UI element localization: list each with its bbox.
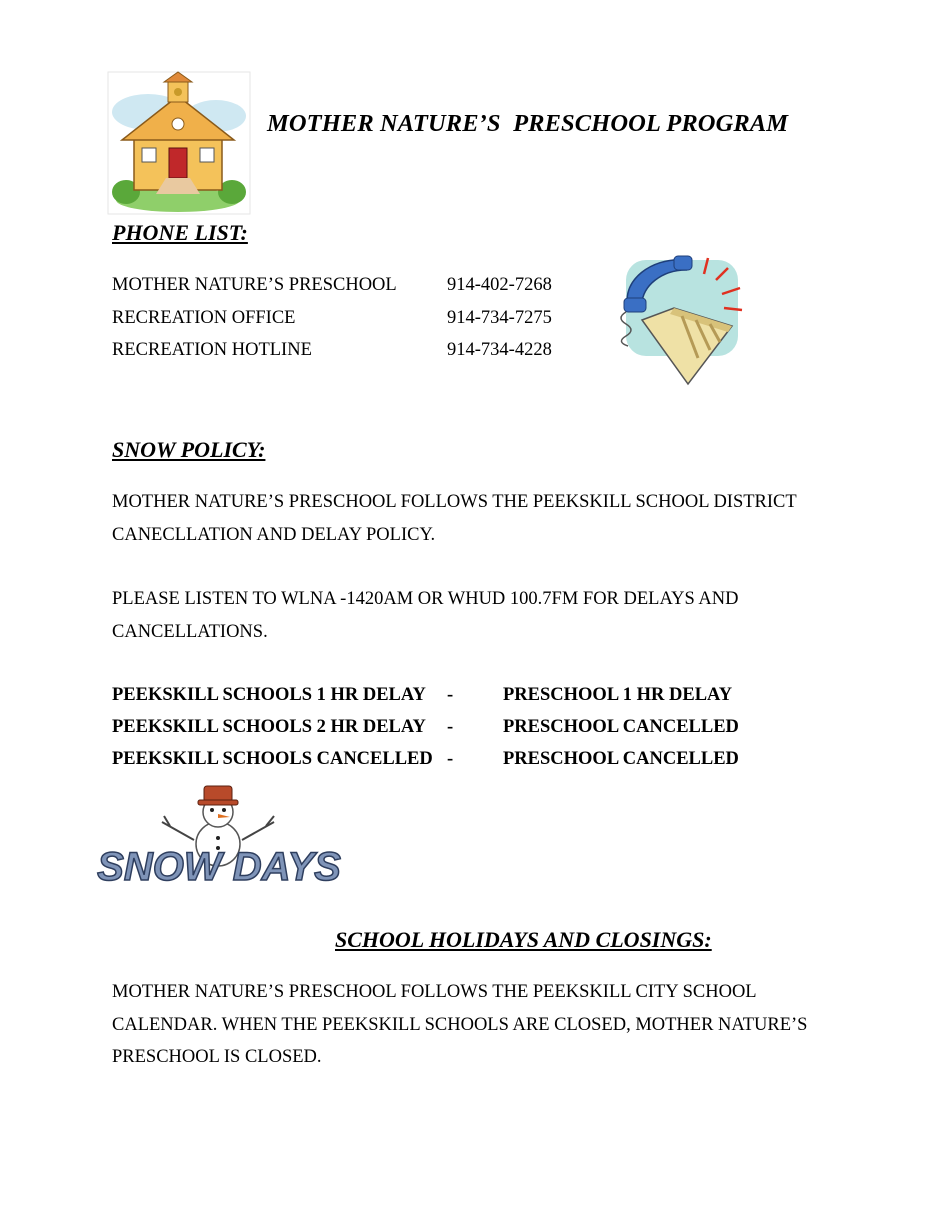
radio-stations-paragraph: PLEASE LISTEN TO WLNA -1420AM OR WHUD 100.7FM FOR DELAYS AND CANCELLATIONS. bbox=[112, 589, 739, 642]
rule-dash: - bbox=[447, 717, 454, 737]
rule-dash: - bbox=[447, 749, 454, 769]
rule-condition: PEEKSKILL SCHOOLS 1 HR DELAY bbox=[112, 685, 426, 705]
rule-condition: PEEKSKILL SCHOOLS CANCELLED bbox=[112, 749, 433, 769]
phone-list-heading: PHONE LIST: bbox=[112, 220, 248, 245]
snow-policy-heading: SNOW POLICY: bbox=[112, 437, 266, 462]
holidays-heading: SCHOOL HOLIDAYS AND CLOSINGS: bbox=[335, 927, 712, 952]
phone-entry-name: RECREATION HOTLINE bbox=[112, 340, 312, 360]
snow-days-art-text: SNOW DAYS bbox=[97, 845, 341, 889]
rule-result: PRESCHOOL 1 HR DELAY bbox=[503, 685, 733, 705]
phone-book-icon bbox=[612, 250, 746, 388]
snow-policy-paragraph: MOTHER NATURE’S PRESCHOOL FOLLOWS THE PEEKSKILL SCHOOL DISTRICT CANECLLATION AND DELAY POLICY. bbox=[112, 492, 797, 545]
rule-result: PRESCHOOL CANCELLED bbox=[503, 717, 739, 737]
snowman-icon bbox=[97, 780, 341, 928]
page-title: MOTHER NATURE’S PRESCHOOL PROGRAM bbox=[267, 110, 789, 137]
phone-entry-name: MOTHER NATURE’S PRESCHOOL bbox=[112, 275, 397, 295]
phone-entry-number: 914-734-4228 bbox=[447, 340, 552, 360]
phone-entry-name: RECREATION OFFICE bbox=[112, 308, 296, 328]
holidays-paragraph: MOTHER NATURE’S PRESCHOOL FOLLOWS THE PEEKSKILL CITY SCHOOL CALENDAR. WHEN THE PEEKSKILL SCHOOLS ARE CLOSED, MOTHER NATURE’S PRESCHOOL IS CLOSED. bbox=[112, 982, 808, 1067]
phone-entry-number: 914-734-7275 bbox=[447, 308, 552, 328]
rule-condition: PEEKSKILL SCHOOLS 2 HR DELAY bbox=[112, 717, 426, 737]
rule-result: PRESCHOOL CANCELLED bbox=[503, 749, 739, 769]
rule-dash: - bbox=[447, 685, 454, 705]
phone-entry-number: 914-402-7268 bbox=[447, 275, 552, 295]
schoolhouse-icon bbox=[108, 72, 250, 214]
